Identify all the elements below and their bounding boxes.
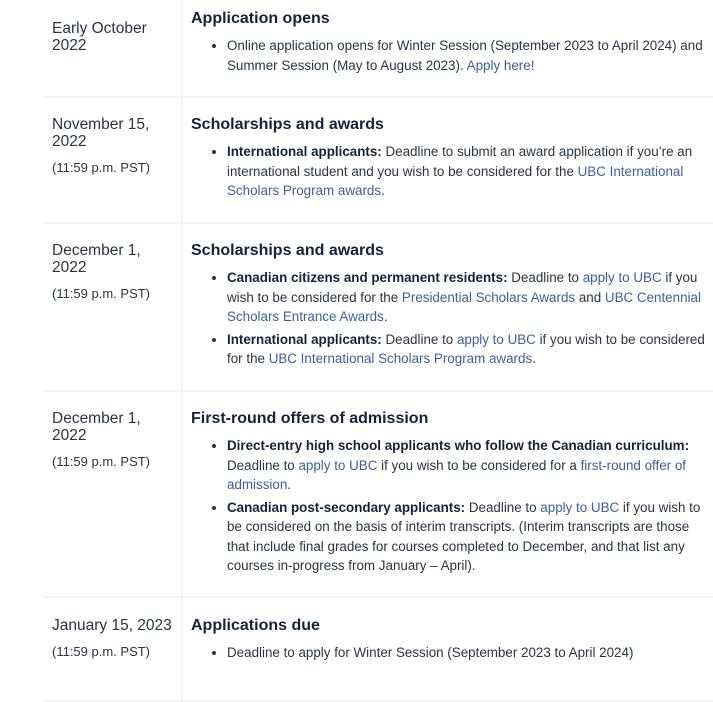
list-item bbox=[227, 436, 706, 495]
column-divider bbox=[181, 596, 183, 700]
text: Deadline to apply for Winter Session (September 2023 to April 2024) bbox=[227, 645, 634, 660]
date-text: January 15, 2023 bbox=[52, 617, 172, 634]
text: Deadline to bbox=[507, 270, 583, 285]
row-date bbox=[52, 116, 177, 176]
date-row bbox=[44, 390, 713, 598]
link[interactable]: UBC International Scholars Program awards bbox=[227, 163, 684, 198]
row-date bbox=[52, 20, 177, 54]
text: Deadline to bbox=[381, 331, 457, 347]
event-heading: Scholarships and awards bbox=[191, 116, 384, 133]
list-item bbox=[227, 142, 706, 201]
text: . bbox=[287, 477, 292, 492]
date-text: November 15, 2022 bbox=[52, 116, 150, 150]
event-heading: Application opens bbox=[191, 10, 330, 27]
applicant-type-label: International applicants: bbox=[227, 331, 382, 347]
deadline-time: (11:59 p.m. PST) bbox=[52, 454, 151, 469]
text: and bbox=[575, 289, 605, 305]
link[interactable]: first-round offer of admission bbox=[227, 457, 687, 492]
row-content bbox=[191, 10, 706, 78]
row-date bbox=[52, 617, 177, 660]
date-row bbox=[44, 222, 713, 392]
column-divider bbox=[181, 390, 183, 596]
column-divider bbox=[181, 0, 183, 96]
applicant-type-label: Canadian post-secondary applicants: bbox=[227, 499, 466, 515]
row-date bbox=[52, 410, 177, 470]
text: Deadline to bbox=[465, 499, 541, 515]
link[interactable]: apply to UBC bbox=[540, 499, 620, 515]
text: Deadline to bbox=[227, 457, 299, 473]
list-item bbox=[227, 330, 706, 369]
row-date bbox=[52, 242, 177, 302]
row-content bbox=[191, 410, 706, 579]
text: . bbox=[383, 309, 388, 324]
link[interactable]: Apply here! bbox=[466, 57, 535, 73]
text: if you wish to be considered for a bbox=[377, 457, 581, 473]
link[interactable]: apply to UBC bbox=[582, 270, 662, 285]
text: Deadline to submit an award application if you’re an international student and you wish to be considered for the bbox=[227, 144, 693, 179]
list-item bbox=[227, 36, 706, 75]
text: if you wish to be considered on the basis of interim transcripts. (Interim transcripts are those that include final grades for courses completed to December, and that list any courses in-progress from January – April). bbox=[227, 499, 701, 573]
date-text: Early October 2022 bbox=[52, 20, 147, 54]
deadline-time: (11:59 p.m. PST) bbox=[52, 286, 151, 301]
event-details-list bbox=[191, 142, 706, 201]
column-divider bbox=[181, 96, 183, 222]
date-row bbox=[44, 596, 713, 702]
date-text: December 1, 2022 bbox=[52, 242, 141, 276]
applicant-type-label: International applicants: bbox=[227, 144, 382, 159]
list-item bbox=[227, 498, 706, 576]
date-text: December 1, 2022 bbox=[52, 410, 141, 444]
link[interactable]: UBC International Scholars Program awards bbox=[268, 351, 533, 366]
row-content bbox=[191, 242, 706, 372]
list-item bbox=[227, 268, 706, 327]
text: if you wish to be considered for the bbox=[227, 331, 705, 366]
event-details-list bbox=[191, 268, 706, 369]
text: if you wish to be considered for the bbox=[227, 270, 698, 305]
deadline-time: (11:59 p.m. PST) bbox=[52, 160, 151, 175]
event-details-list bbox=[191, 36, 706, 75]
row-content bbox=[191, 617, 706, 666]
text: . bbox=[381, 183, 385, 198]
deadline-time: (11:59 p.m. PST) bbox=[52, 644, 151, 659]
row-content bbox=[191, 116, 706, 204]
event-heading: Scholarships and awards bbox=[191, 242, 384, 259]
text: . bbox=[532, 351, 536, 366]
date-row bbox=[44, 96, 713, 224]
applicant-type-label: Direct-entry high school applicants who follow the Canadian curriculum: bbox=[227, 438, 690, 453]
link[interactable]: Presidential Scholars Awards bbox=[401, 289, 576, 305]
event-details-list bbox=[191, 436, 706, 576]
link[interactable]: apply to UBC bbox=[298, 457, 378, 473]
link[interactable]: UBC Centennial Scholars Entrance Awards bbox=[227, 289, 701, 324]
link[interactable]: apply to UBC bbox=[456, 331, 536, 347]
applicant-type-label: Canadian citizens and permanent residents: bbox=[227, 270, 508, 285]
text: Online application opens for Winter Session (September 2023 to April 2024) and Summer Session (May to August 2023). bbox=[227, 38, 703, 73]
event-heading: Applications due bbox=[191, 617, 320, 634]
event-heading: First-round offers of admission bbox=[191, 410, 429, 427]
column-divider bbox=[181, 222, 183, 390]
date-row bbox=[44, 0, 713, 98]
